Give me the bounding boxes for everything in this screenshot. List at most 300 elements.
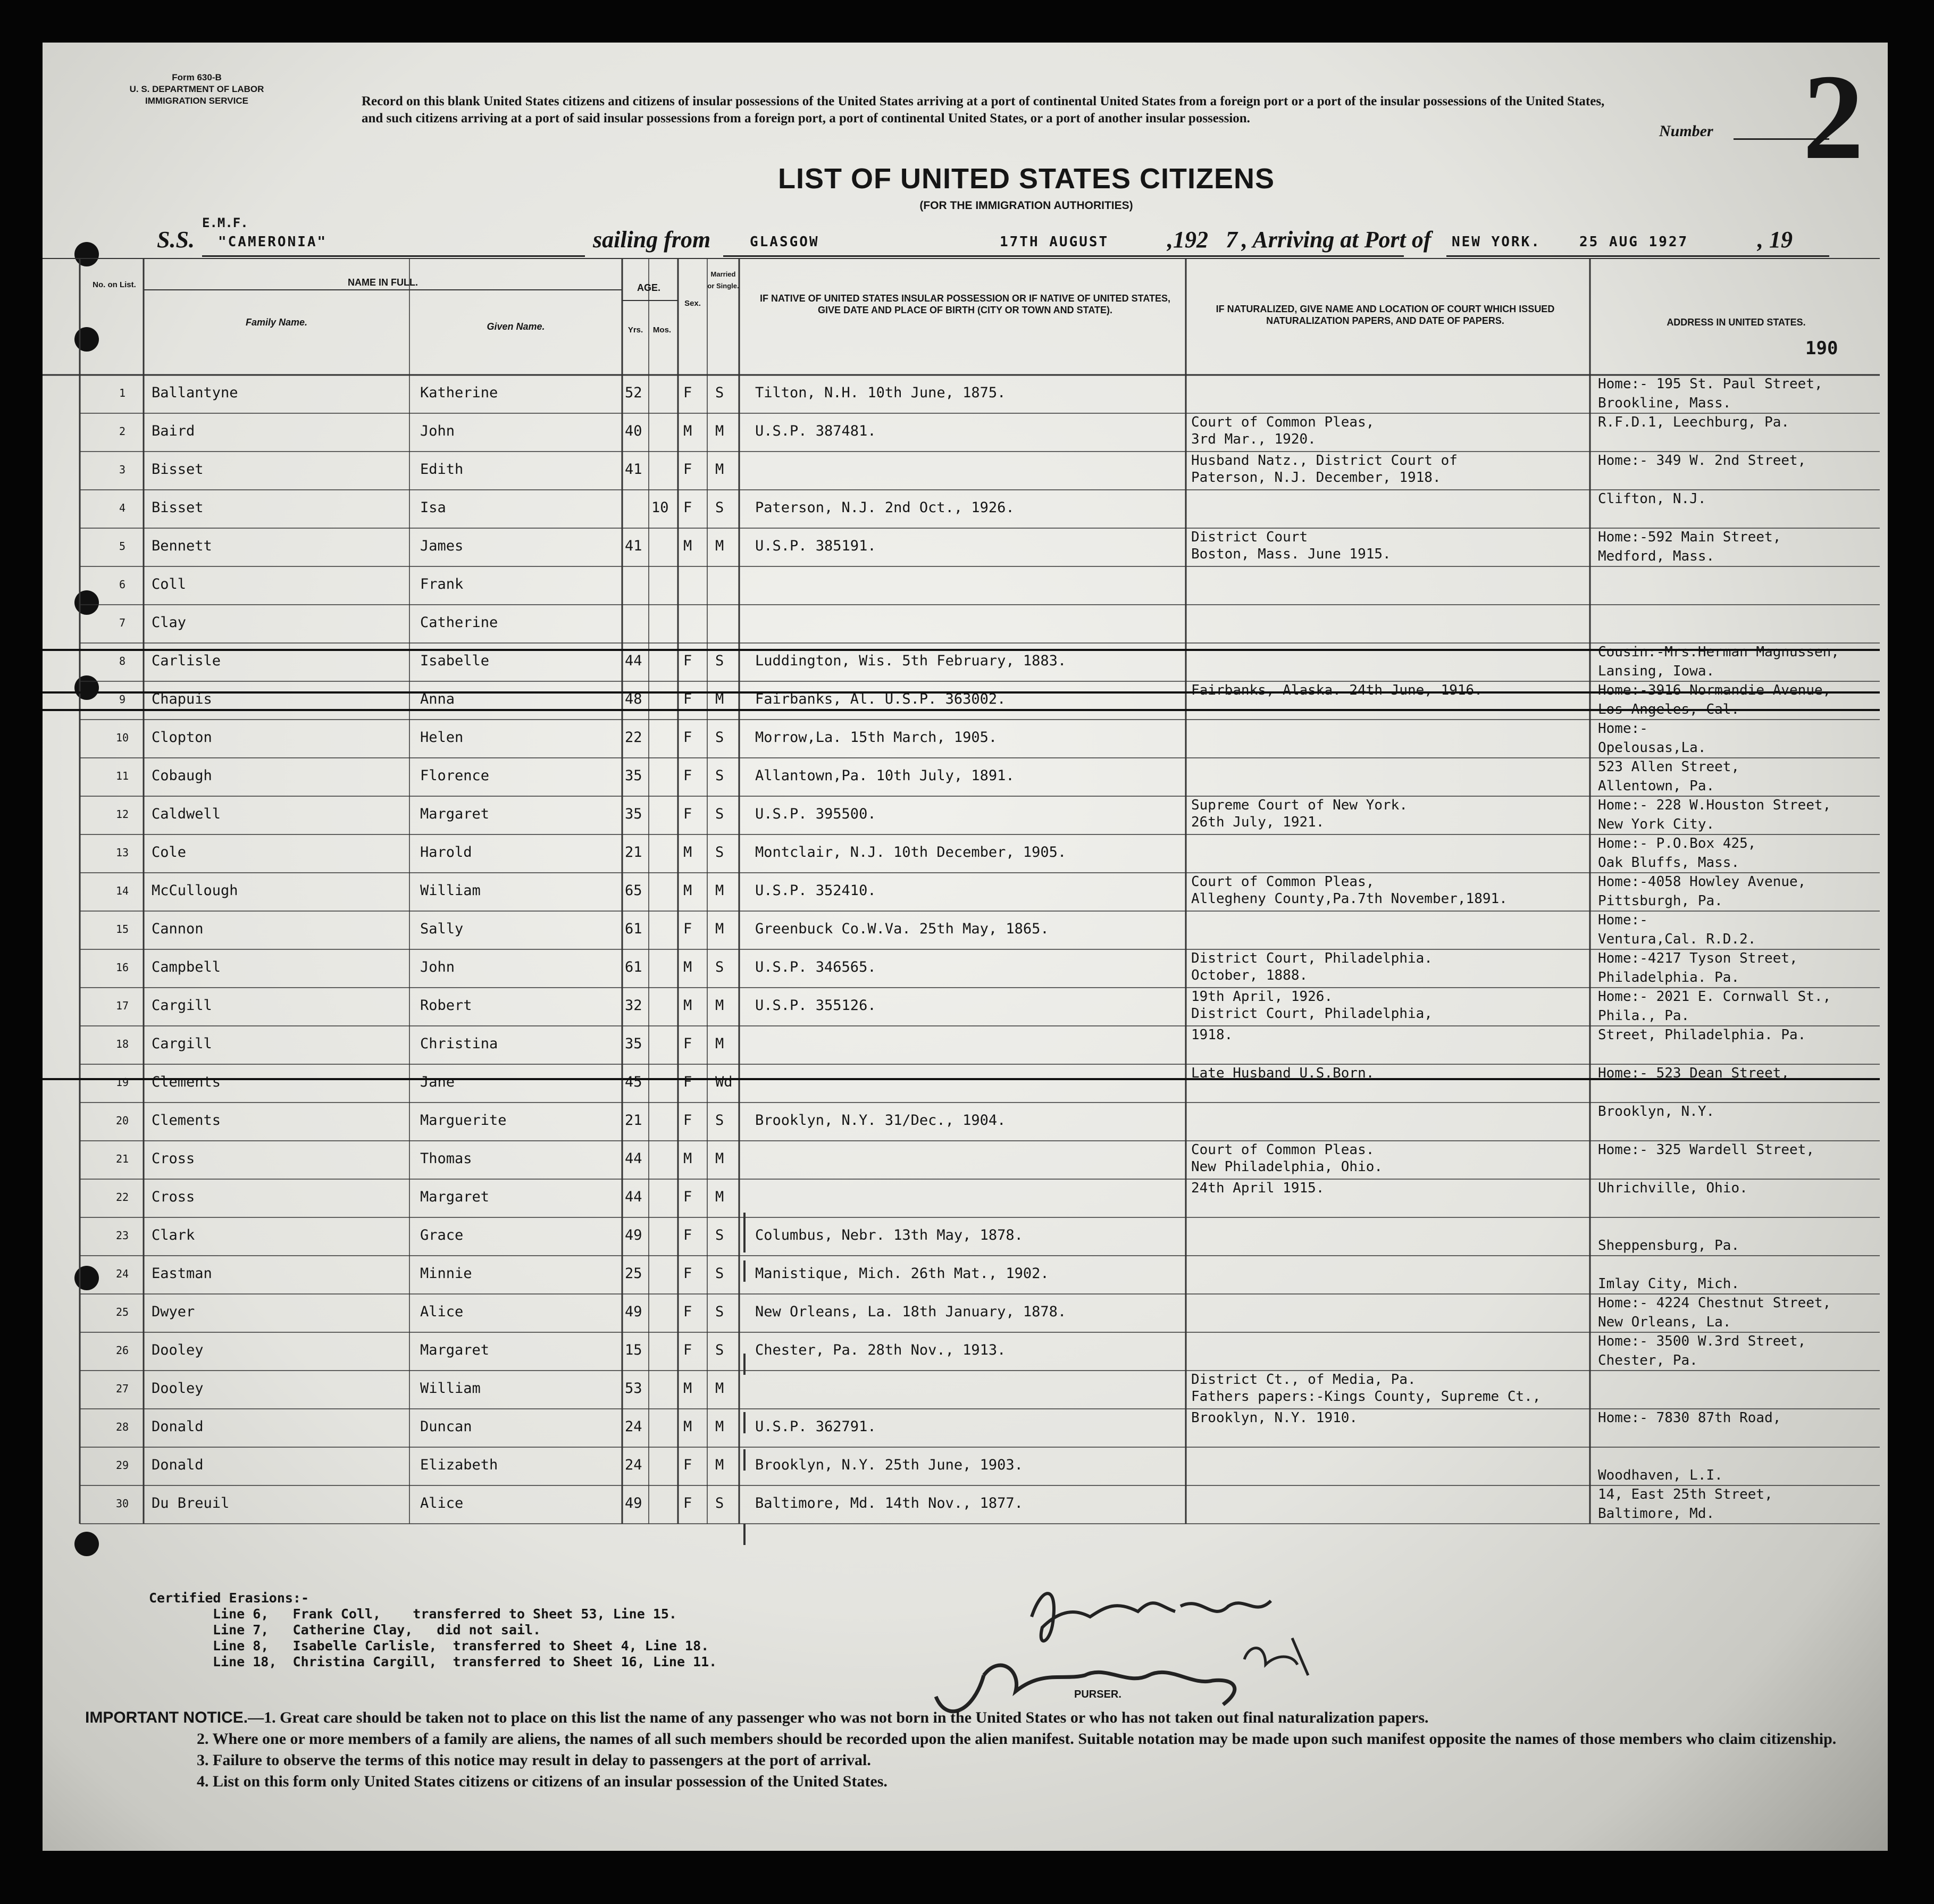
cell-yrs: 44: [625, 653, 642, 669]
strike-line-18: [43, 1078, 1880, 1080]
cell-given: John: [420, 959, 455, 975]
arrival-date-stamp: 25 AUG 1927: [1579, 234, 1689, 250]
cell-ms: M: [715, 461, 724, 478]
cell-given: Isabelle: [420, 653, 490, 669]
cell-addr2: Woodhaven, L.I.: [1598, 1467, 1723, 1483]
cell-birth: Brooklyn, N.Y. 31/Dec., 1904.: [755, 1112, 1006, 1129]
cell-given: James: [420, 538, 464, 554]
cell-ms: S: [715, 1304, 724, 1320]
cell-sex: M: [683, 1380, 692, 1397]
cell-family: Coll: [152, 576, 187, 592]
cell-addr1: Home:- 228 W.Houston Street,: [1598, 797, 1831, 813]
notice-item: 2. Where one or more members of a family are aliens, the names of all such members should be recorded upon the alien manifest. Suitable notation may be made upon such manifest opposite the names of those members who claim citizenship.: [197, 1730, 1837, 1748]
cell-yrs: 41: [625, 538, 642, 554]
cell-no: 3: [119, 463, 126, 476]
cell-yrs: 15: [625, 1342, 642, 1358]
cell-no: 29: [115, 1459, 129, 1472]
cell-addr2: Phila., Pa.: [1598, 1008, 1690, 1024]
cell-addr1: 14, East 25th Street,: [1598, 1487, 1773, 1502]
department-name: U. S. DEPARTMENT OF LABOR: [129, 84, 264, 94]
cell-no: 10: [115, 731, 129, 744]
cell-addr2: Brookline, Mass.: [1598, 395, 1731, 411]
cell-sex: F: [683, 1227, 692, 1243]
cell-given: William: [420, 1380, 481, 1397]
cell-ms: Wd: [715, 1074, 733, 1090]
cell-family: Cannon: [152, 921, 204, 937]
cell-addr2: Philadelphia. Pa.: [1598, 970, 1740, 986]
cell-birth: U.S.P. 346565.: [755, 959, 876, 975]
cell-nat1: Late Husband U.S.Born.: [1191, 1065, 1375, 1081]
erasion-line: Line 8, Isabelle Carlisle, transferred to Sheet 4, Line 18.: [213, 1638, 709, 1654]
cell-given: Minnie: [420, 1265, 472, 1282]
sailing-from-label: sailing from: [593, 227, 711, 253]
col-header-married: Married or Single.: [707, 270, 739, 290]
cell-family: Cross: [152, 1150, 195, 1167]
cell-yrs: 49: [625, 1304, 642, 1320]
cell-sex: F: [683, 499, 692, 516]
cell-family: Cargill: [152, 997, 212, 1014]
cell-addr2: Baltimore, Md.: [1598, 1506, 1715, 1522]
cell-ms: M: [715, 997, 724, 1014]
year2-label: , 19: [1757, 227, 1793, 253]
cell-addr1: Street, Philadelphia. Pa.: [1598, 1027, 1806, 1043]
cell-sex: F: [683, 1112, 692, 1129]
cell-family: Du Breuil: [152, 1495, 230, 1511]
cell-sex: F: [683, 461, 692, 478]
cell-nat1: 19th April, 1926.: [1191, 989, 1333, 1005]
notice-heading: IMPORTANT NOTICE.: [85, 1709, 248, 1726]
cell-sex: M: [683, 423, 692, 439]
cell-addr1: Uhrichville, Ohio.: [1598, 1180, 1748, 1196]
cell-yrs: 21: [625, 1112, 642, 1129]
important-notice: [85, 1707, 1866, 1792]
cell-ms: S: [715, 1227, 724, 1243]
col-header-age: AGE.: [637, 282, 660, 293]
cell-given: John: [420, 423, 455, 439]
cell-nat1: 1918.: [1191, 1027, 1233, 1043]
cell-sex: M: [683, 1418, 692, 1435]
cell-sex: F: [683, 1035, 692, 1052]
year-label: ,192: [1167, 227, 1208, 253]
cell-addr1: Home:-4217 Tyson Street,: [1598, 950, 1798, 966]
cell-nat2: New Philadelphia, Ohio.: [1191, 1159, 1383, 1175]
cell-birth: Tilton, N.H. 10th June, 1875.: [755, 385, 1006, 401]
cell-family: Cole: [152, 844, 187, 861]
col-header-name: NAME IN FULL.: [348, 277, 418, 288]
cell-family: Donald: [152, 1457, 204, 1473]
cell-no: 5: [119, 540, 126, 553]
col-header-no: No. on List.: [93, 280, 136, 289]
arriving-label: , Arriving at Port of: [1242, 227, 1431, 253]
cell-ms: S: [715, 499, 724, 516]
cell-given: Anna: [420, 691, 455, 707]
cell-family: Dooley: [152, 1342, 204, 1358]
cell-nat2: 3rd Mar., 1920.: [1191, 431, 1316, 447]
cell-addr2: Allentown, Pa.: [1598, 778, 1715, 794]
cell-yrs: 45: [625, 1074, 642, 1090]
ship-name: "CAMERONIA": [218, 234, 328, 250]
cell-ms: M: [715, 691, 724, 707]
cell-ms: S: [715, 1265, 724, 1282]
cell-ms: M: [715, 921, 724, 937]
cell-yrs: 65: [625, 882, 642, 899]
cell-no: 18: [115, 1038, 129, 1050]
cell-given: Christina: [420, 1035, 498, 1052]
cell-addr2: Los Angeles, Cal.: [1598, 702, 1740, 717]
form-preamble: Record on this blank United States citizens and citizens of insular possessions of the United States arriving at a port of continental United States from a foreign port or a port of the insular possessions of the United States, and such citizens arriving at a port of said insular possessions from a foreign port, a port of continental United States, or a port of another insular possession.: [362, 94, 1605, 126]
cell-given: William: [420, 882, 481, 899]
cell-ms: M: [715, 1150, 724, 1167]
cell-family: Clements: [152, 1112, 221, 1129]
form-number: Form 630-B: [172, 72, 222, 82]
cell-birth: Manistique, Mich. 26th Mat., 1902.: [755, 1265, 1049, 1282]
cell-addr1: Home:- 523 Dean Street,: [1598, 1065, 1790, 1081]
cell-nat1: Court of Common Pleas,: [1191, 874, 1375, 890]
cell-birth: Baltimore, Md. 14th Nov., 1877.: [755, 1495, 1023, 1511]
erasion-line: Line 7, Catherine Clay, did not sail.: [213, 1622, 541, 1638]
cell-given: Sally: [420, 921, 464, 937]
cell-birth: Columbus, Nebr. 13th May, 1878.: [755, 1227, 1023, 1243]
cell-sex: M: [683, 538, 692, 554]
cell-nat1: Fairbanks, Alaska. 24th June, 1916.: [1191, 682, 1483, 698]
cell-family: McCullough: [152, 882, 238, 899]
cell-yrs: 52: [625, 385, 642, 401]
col-header-mos: Mos.: [652, 325, 672, 335]
cell-no: 25: [115, 1306, 129, 1318]
cell-sex: F: [683, 806, 692, 822]
cell-yrs: 32: [625, 997, 642, 1014]
cell-no: 7: [119, 616, 126, 629]
cell-addr1: Brooklyn, N.Y.: [1598, 1104, 1715, 1120]
cell-family: Clopton: [152, 729, 212, 746]
cell-addr1: Home:-: [1598, 721, 1648, 737]
cell-nat2: October, 1888.: [1191, 967, 1308, 983]
cell-no: 11: [115, 770, 129, 782]
cell-addr1: 523 Allen Street,: [1598, 759, 1740, 775]
cell-birth: Chester, Pa. 28th Nov., 1913.: [755, 1342, 1006, 1358]
cell-family: Donald: [152, 1418, 204, 1435]
cell-yrs: 61: [625, 959, 642, 975]
cell-sex: M: [683, 997, 692, 1014]
cell-addr2: New Orleans, La.: [1598, 1314, 1731, 1330]
purser-label: PURSER.: [1074, 1689, 1121, 1700]
cell-yrs: 44: [625, 1150, 642, 1167]
cell-nat2: District Court, Philadelphia,: [1191, 1006, 1433, 1022]
cell-given: Alice: [420, 1304, 464, 1320]
cell-sex: F: [683, 385, 692, 401]
cell-addr2: Medford, Mass.: [1598, 548, 1715, 564]
port-line: [723, 255, 1404, 257]
cell-addr2: Opelousas,La.: [1598, 740, 1706, 756]
cell-given: Edith: [420, 461, 464, 478]
sheet-number: 2: [1803, 49, 1864, 185]
manifest-sheet: [43, 43, 1888, 1851]
cell-family: Carlisle: [152, 653, 221, 669]
cell-given: Frank: [420, 576, 464, 592]
col-header-given: Given Name.: [487, 321, 545, 332]
cell-birth: Montclair, N.J. 10th December, 1905.: [755, 844, 1067, 861]
cell-addr1: Home:-: [1598, 912, 1648, 928]
cell-ms: S: [715, 1495, 724, 1511]
cell-sex: M: [683, 882, 692, 899]
cell-ms: M: [715, 1418, 724, 1435]
cell-given: Grace: [420, 1227, 464, 1243]
cell-birth: U.S.P. 395500.: [755, 806, 876, 822]
col-header-family: Family Name.: [245, 317, 308, 328]
cell-addr1: Home:-592 Main Street,: [1598, 529, 1781, 545]
col-header-naturalized: IF NATURALIZED, GIVE NAME AND LOCATION OF COURT WHICH ISSUED NATURALIZATION PAPERS, AND DATE OF PAPERS.: [1216, 304, 1555, 326]
cell-nat2: Allegheny County,Pa.7th November,1891.: [1191, 891, 1508, 907]
cell-ms: M: [715, 1035, 724, 1052]
cell-no: 26: [115, 1344, 129, 1357]
ship-prefix: S.S.: [157, 227, 195, 253]
cell-addr2: Lansing, Iowa.: [1598, 663, 1715, 679]
page-subtitle: (FOR THE IMMIGRATION AUTHORITIES): [919, 199, 1133, 212]
cell-addr1: Home:- 4224 Chestnut Street,: [1598, 1295, 1831, 1311]
cell-family: Eastman: [152, 1265, 212, 1282]
emf-code: E.M.F.: [202, 215, 248, 230]
cell-ms: S: [715, 1112, 724, 1129]
cell-nat1: Court of Common Pleas.: [1191, 1142, 1375, 1158]
cell-sex: F: [683, 1342, 692, 1358]
cell-family: Bennett: [152, 538, 212, 554]
cell-addr2: New York City.: [1598, 816, 1715, 832]
cell-yrs: 49: [625, 1227, 642, 1243]
cell-ms: M: [715, 882, 724, 899]
cell-addr1: Home:- 3500 W.3rd Street,: [1598, 1333, 1806, 1349]
cell-addr2: Imlay City, Mich.: [1598, 1276, 1740, 1292]
notice-item: 4. List on this form only United States citizens or citizens of an insular possession of the United States.: [197, 1773, 888, 1790]
cell-sex: M: [683, 959, 692, 975]
cell-ms: M: [715, 538, 724, 554]
cell-family: Clements: [152, 1074, 221, 1090]
cell-addr1: Home:- P.O.Box 425,: [1598, 836, 1756, 851]
cell-ms: M: [715, 1189, 724, 1205]
cell-family: Cargill: [152, 1035, 212, 1052]
notice-item: 3. Failure to observe the terms of this notice may result in delay to passengers at the port of arrival.: [197, 1751, 871, 1769]
cell-yrs: 22: [625, 729, 642, 746]
cell-birth: Allantown,Pa. 10th July, 1891.: [755, 767, 1015, 784]
cell-nat2: 26th July, 1921.: [1191, 814, 1325, 830]
cell-birth: Paterson, N.J. 2nd Oct., 1926.: [755, 499, 1015, 516]
cell-no: 28: [115, 1421, 129, 1433]
cell-no: 21: [115, 1153, 129, 1165]
arrival-line: [1446, 255, 1829, 257]
cell-family: Ballantyne: [152, 385, 238, 401]
cell-no: 4: [119, 502, 126, 514]
arrival-port: NEW YORK.: [1452, 234, 1541, 250]
cell-no: 12: [115, 808, 129, 821]
cell-birth: U.S.P. 387481.: [755, 423, 876, 439]
sailing-date: 17TH AUGUST: [1000, 234, 1109, 250]
cell-ms: S: [715, 844, 724, 861]
cell-addr1: Home:- 349 W. 2nd Street,: [1598, 453, 1806, 469]
cell-given: Marguerite: [420, 1112, 507, 1129]
strike-line-7: [43, 691, 1880, 694]
cell-addr2: Chester, Pa.: [1598, 1352, 1698, 1368]
cell-nat1: Court of Common Pleas,: [1191, 414, 1375, 430]
cell-no: 13: [115, 846, 129, 859]
cell-addr1: Home:- 325 Wardell Street,: [1598, 1142, 1814, 1158]
cell-no: 16: [115, 961, 129, 974]
cell-ms: S: [715, 959, 724, 975]
citizens-table: [43, 258, 1880, 1588]
cell-nat1: District Court: [1191, 529, 1308, 545]
cell-sex: F: [683, 1304, 692, 1320]
cell-no: 17: [115, 999, 129, 1012]
cell-birth: New Orleans, La. 18th January, 1878.: [755, 1304, 1067, 1320]
cell-family: Bisset: [152, 461, 204, 478]
cell-no: 23: [115, 1229, 129, 1242]
cell-family: Cobaugh: [152, 767, 212, 784]
cell-nat2: Paterson, N.J. December, 1918.: [1191, 470, 1441, 486]
address-note: 190: [1805, 338, 1838, 359]
cell-addr1: Home:-4058 Howley Avenue,: [1598, 874, 1806, 890]
cell-given: Margaret: [420, 806, 490, 822]
ship-line: [202, 255, 585, 257]
cell-no: 9: [119, 693, 126, 706]
cell-nat1: 24th April 1915.: [1191, 1180, 1325, 1196]
cell-family: Chapuis: [152, 691, 212, 707]
cell-sex: M: [683, 844, 692, 861]
cell-sex: F: [683, 1265, 692, 1282]
cell-ms: S: [715, 806, 724, 822]
cell-addr1: Home:- 7830 87th Road,: [1598, 1410, 1781, 1426]
cell-given: Margaret: [420, 1342, 490, 1358]
cell-birth: U.S.P. 385191.: [755, 538, 876, 554]
cell-family: Cross: [152, 1189, 195, 1205]
cell-mos: 10: [651, 499, 669, 516]
cell-addr1: Home:- 195 St. Paul Street,: [1598, 376, 1823, 392]
cell-nat1: District Court, Philadelphia.: [1191, 950, 1433, 966]
strike-line-6: [43, 649, 1880, 651]
form-id: [106, 72, 287, 107]
cell-given: Duncan: [420, 1418, 472, 1435]
notice-item: —1. Great care should be taken not to place on this list the name of any passenger who was not born in the United States or who has not taken out final naturalization papers.: [248, 1709, 1429, 1726]
cell-sex: F: [683, 1189, 692, 1205]
cell-given: Harold: [420, 844, 472, 861]
cell-family: Campbell: [152, 959, 221, 975]
cell-no: 19: [115, 1076, 129, 1089]
cell-ms: M: [715, 1380, 724, 1397]
cell-given: Thomas: [420, 1150, 472, 1167]
cell-no: 24: [115, 1267, 129, 1280]
cell-family: Clark: [152, 1227, 195, 1243]
service-name: IMMIGRATION SERVICE: [145, 96, 248, 106]
cell-birth: Fairbanks, Al. U.S.P. 363002.: [755, 691, 1006, 707]
cell-addr2: Oak Bluffs, Mass.: [1598, 855, 1740, 871]
cell-birth: U.S.P. 362791.: [755, 1418, 876, 1435]
cell-addr1: Home:-3916 Normandie Avenue,: [1598, 682, 1831, 698]
cell-yrs: 35: [625, 1035, 642, 1052]
cell-no: 2: [119, 425, 126, 438]
cell-sex: M: [683, 1150, 692, 1167]
cell-sex: F: [683, 1074, 692, 1090]
cell-given: Jane: [420, 1074, 455, 1090]
cell-nat1: Brooklyn, N.Y. 1910.: [1191, 1410, 1358, 1426]
cell-ms: M: [715, 423, 724, 439]
cell-family: Caldwell: [152, 806, 221, 822]
cell-no: 1: [119, 387, 126, 399]
cell-no: 14: [115, 884, 129, 897]
year-value: 7: [1226, 227, 1237, 253]
cell-yrs: 48: [625, 691, 642, 707]
cell-birth: Greenbuck Co.W.Va. 25th May, 1865.: [755, 921, 1049, 937]
cell-given: Isa: [420, 499, 446, 516]
departure-port: GLASGOW: [750, 234, 819, 250]
cell-sex: F: [683, 1495, 692, 1511]
cell-family: Clay: [152, 614, 187, 631]
cell-addr2: Sheppensburg, Pa.: [1598, 1238, 1740, 1254]
cell-family: Dwyer: [152, 1304, 195, 1320]
cell-sex: F: [683, 921, 692, 937]
cell-nat2: Boston, Mass. June 1915.: [1191, 546, 1391, 562]
cell-sex: F: [683, 1457, 692, 1473]
cell-nat1: District Ct., of Media, Pa.: [1191, 1372, 1416, 1388]
cell-addr1: Home:- 2021 E. Cornwall St.,: [1598, 989, 1831, 1005]
cell-yrs: 25: [625, 1265, 642, 1282]
cell-sex: F: [683, 729, 692, 746]
cell-given: Katherine: [420, 385, 498, 401]
cell-birth: Morrow,La. 15th March, 1905.: [755, 729, 998, 746]
cell-no: 6: [119, 578, 126, 591]
col-header-yrs: Yrs.: [627, 325, 643, 335]
cell-birth: Brooklyn, N.Y. 25th June, 1903.: [755, 1457, 1023, 1473]
cell-yrs: 40: [625, 423, 642, 439]
cell-family: Bisset: [152, 499, 204, 516]
cell-ms: S: [715, 729, 724, 746]
cell-yrs: 35: [625, 806, 642, 822]
cell-no: 8: [119, 655, 126, 667]
cell-addr2: Ventura,Cal. R.D.2.: [1598, 931, 1756, 947]
cell-given: Alice: [420, 1495, 464, 1511]
cell-yrs: 24: [625, 1418, 642, 1435]
page-title: LIST OF UNITED STATES CITIZENS: [778, 163, 1275, 195]
cell-birth: U.S.P. 352410.: [755, 882, 876, 899]
cell-ms: S: [715, 767, 724, 784]
cell-nat2: Fathers papers:-Kings County, Supreme Ct.,: [1191, 1389, 1541, 1405]
erasion-line: Line 6, Frank Coll, transferred to Sheet 53, Line 15.: [213, 1606, 677, 1622]
cell-addr2: Pittsburgh, Pa.: [1598, 893, 1723, 909]
col-header-address: ADDRESS IN UNITED STATES.: [1667, 317, 1806, 328]
cell-addr1: Clifton, N.J.: [1598, 491, 1706, 507]
cell-sex: F: [683, 653, 692, 669]
cell-given: Catherine: [420, 614, 498, 631]
cell-family: Dooley: [152, 1380, 204, 1397]
cell-no: 15: [115, 923, 129, 936]
cell-ms: M: [715, 1457, 724, 1473]
cell-addr1: R.F.D.1, Leechburg, Pa.: [1598, 414, 1790, 430]
cell-ms: S: [715, 385, 724, 401]
cell-yrs: 44: [625, 1189, 642, 1205]
cell-no: 22: [115, 1191, 129, 1204]
cell-given: Helen: [420, 729, 464, 746]
cell-birth: Luddington, Wis. 5th February, 1883.: [755, 653, 1067, 669]
cell-birth: U.S.P. 355126.: [755, 997, 876, 1014]
erasions-title: Certified Erasions:-: [149, 1590, 309, 1606]
cell-yrs: 61: [625, 921, 642, 937]
cell-sex: F: [683, 767, 692, 784]
cell-given: Florence: [420, 767, 490, 784]
cell-given: Elizabeth: [420, 1457, 498, 1473]
cell-yrs: 21: [625, 844, 642, 861]
cell-ms: S: [715, 1342, 724, 1358]
cell-yrs: 35: [625, 767, 642, 784]
col-header-sex: Sex.: [684, 299, 701, 308]
cell-nat1: Supreme Court of New York.: [1191, 797, 1408, 813]
cell-given: Robert: [420, 997, 472, 1014]
cell-yrs: 24: [625, 1457, 642, 1473]
